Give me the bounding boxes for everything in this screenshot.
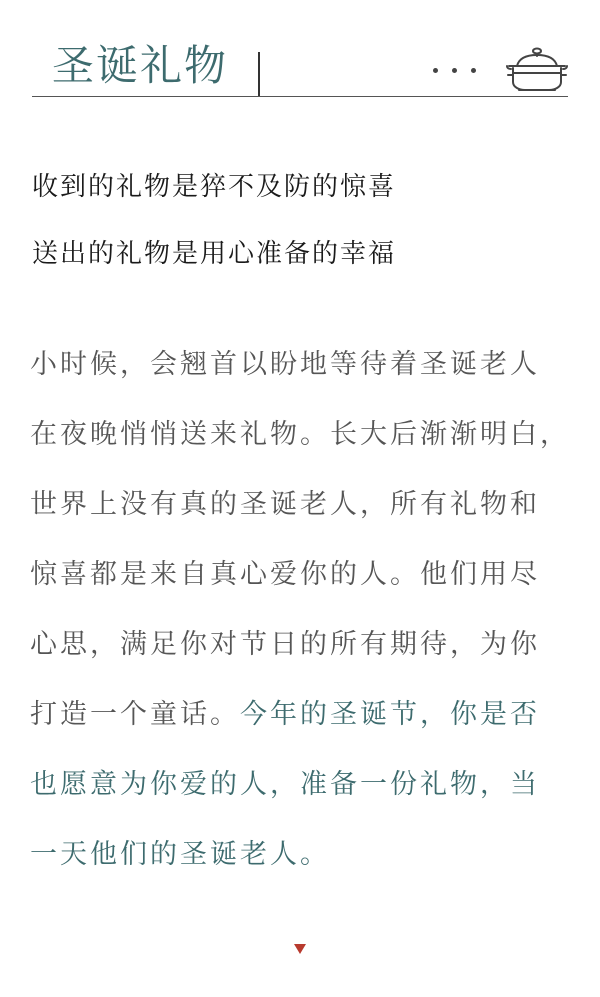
- dot: [452, 68, 457, 73]
- more-dots-icon: [433, 68, 476, 73]
- intro-line: 收到的礼物是猝不及防的惊喜: [32, 172, 397, 202]
- dot: [471, 68, 476, 73]
- body-line: [30, 680, 590, 750]
- body-text: 打造一个童话。: [30, 699, 240, 730]
- body-line: 在夜晚悄悄送来礼物。长大后渐渐明白，: [30, 419, 570, 450]
- down-arrow-icon: [294, 944, 306, 954]
- header: [0, 0, 600, 100]
- dot: [433, 68, 438, 73]
- body-line: 心思，满足你对节日的所有期待，为你: [30, 629, 540, 660]
- body-paragraph: [30, 330, 590, 890]
- pot-icon: [505, 44, 569, 96]
- intro-line: 送出的礼物是用心准备的幸福: [32, 239, 397, 269]
- body-line: 世界上没有真的圣诞老人，所有礼物和: [30, 489, 540, 520]
- body-line: 小时候，会翘首以盼地等待着圣诞老人: [30, 349, 540, 380]
- body-line: 惊喜都是来自真心爱你的人。他们用尽: [30, 559, 540, 590]
- title-divider: [258, 52, 260, 96]
- highlighted-line: 一天他们的圣诞老人。: [30, 839, 330, 870]
- page-title: 圣诞礼物: [52, 41, 229, 90]
- header-divider: [32, 96, 568, 97]
- highlighted-line: 也愿意为你爱的人，准备一份礼物，当: [30, 769, 540, 800]
- highlighted-text: 今年的圣诞节，你是否: [240, 699, 540, 730]
